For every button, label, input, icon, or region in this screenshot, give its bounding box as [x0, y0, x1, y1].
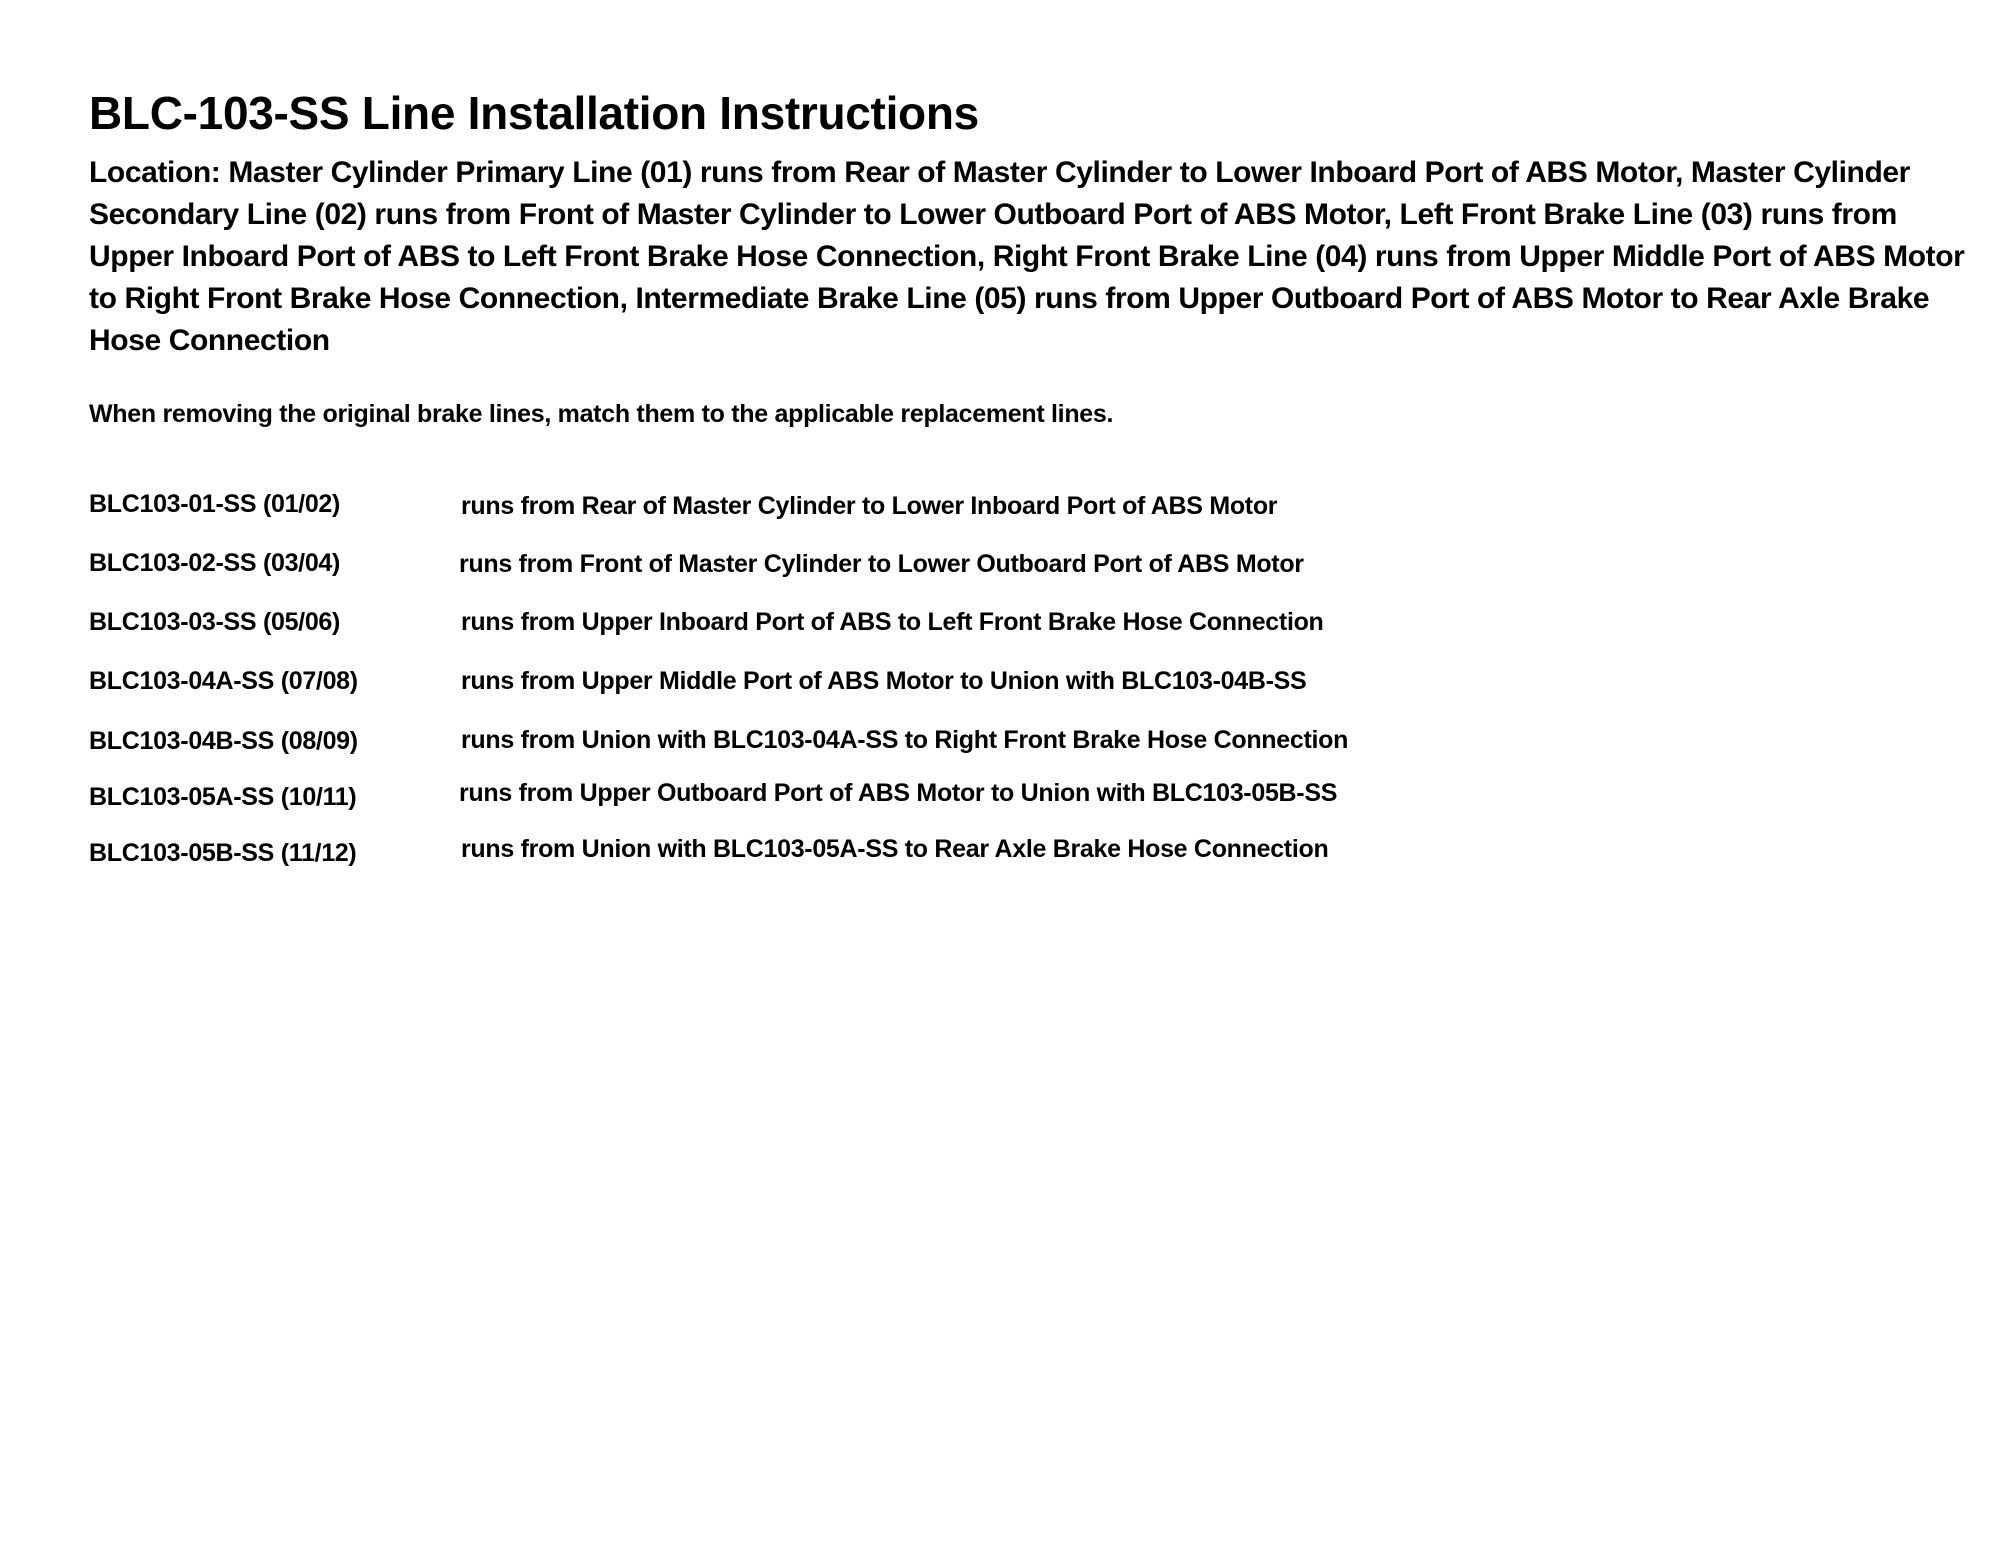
brake-line-description: runs from Upper Inboard Port of ABS to Left Front Brake Hose Connection	[461, 608, 1324, 636]
brake-line-part-number: BLC103-05B-SS (11/12)	[89, 839, 357, 867]
brake-line-row	[89, 667, 1589, 707]
brake-line-part-number: BLC103-03-SS (05/06)	[89, 608, 341, 636]
brake-line-row	[89, 835, 1589, 879]
removal-note: When removing the original brake lines, match them to the applicable replacement lines.	[89, 400, 1114, 428]
brake-line-description: runs from Front of Master Cylinder to Lower Outboard Port of ABS Motor	[459, 550, 1304, 578]
brake-line-part-number: BLC103-04A-SS (07/08)	[89, 667, 358, 695]
document-title: BLC-103-SS Line Installation Instructions	[89, 87, 979, 139]
brake-line-row	[89, 727, 1589, 767]
brake-line-description: runs from Upper Outboard Port of ABS Motor to Union with BLC103-05B-SS	[459, 779, 1338, 807]
brake-line-part-number: BLC103-05A-SS (10/11)	[89, 783, 357, 811]
brake-line-row	[89, 608, 1589, 648]
brake-line-row	[89, 549, 1589, 589]
brake-line-description: runs from Union with BLC103-04A-SS to Right Front Brake Hose Connection	[461, 726, 1349, 754]
brake-line-part-number: BLC103-04B-SS (08/09)	[89, 727, 358, 755]
brake-line-description: runs from Upper Middle Port of ABS Motor to Union with BLC103-04B-SS	[461, 667, 1307, 695]
brake-line-row	[89, 779, 1589, 823]
brake-line-description: runs from Union with BLC103-05A-SS to Rear Axle Brake Hose Connection	[461, 835, 1329, 863]
location-paragraph: Location: Master Cylinder Primary Line (01) runs from Rear of Master Cylinder to Lower Inboard Port of ABS Motor, Master Cylinder Secondary Line (02) runs from Front of Master Cylinder to Lower Outboard Port of ABS Motor, Left Front Brake Line (03) runs from Upper Inboard Port of ABS to Left Front Brake Hose Connection, Right Front Brake Line (04) runs from Upper Middle Port of ABS Motor to Right Front Brake Hose Connection, Intermediate Brake Line (05) runs from Upper Outboard Port of ABS Motor to Rear Axle Brake Hose Connection	[89, 156, 1965, 357]
brake-line-part-number: BLC103-02-SS (03/04)	[89, 549, 341, 577]
brake-line-part-number: BLC103-01-SS (01/02)	[89, 490, 341, 518]
brake-line-description: runs from Rear of Master Cylinder to Lower Inboard Port of ABS Motor	[461, 492, 1278, 520]
brake-line-row	[89, 490, 1589, 530]
